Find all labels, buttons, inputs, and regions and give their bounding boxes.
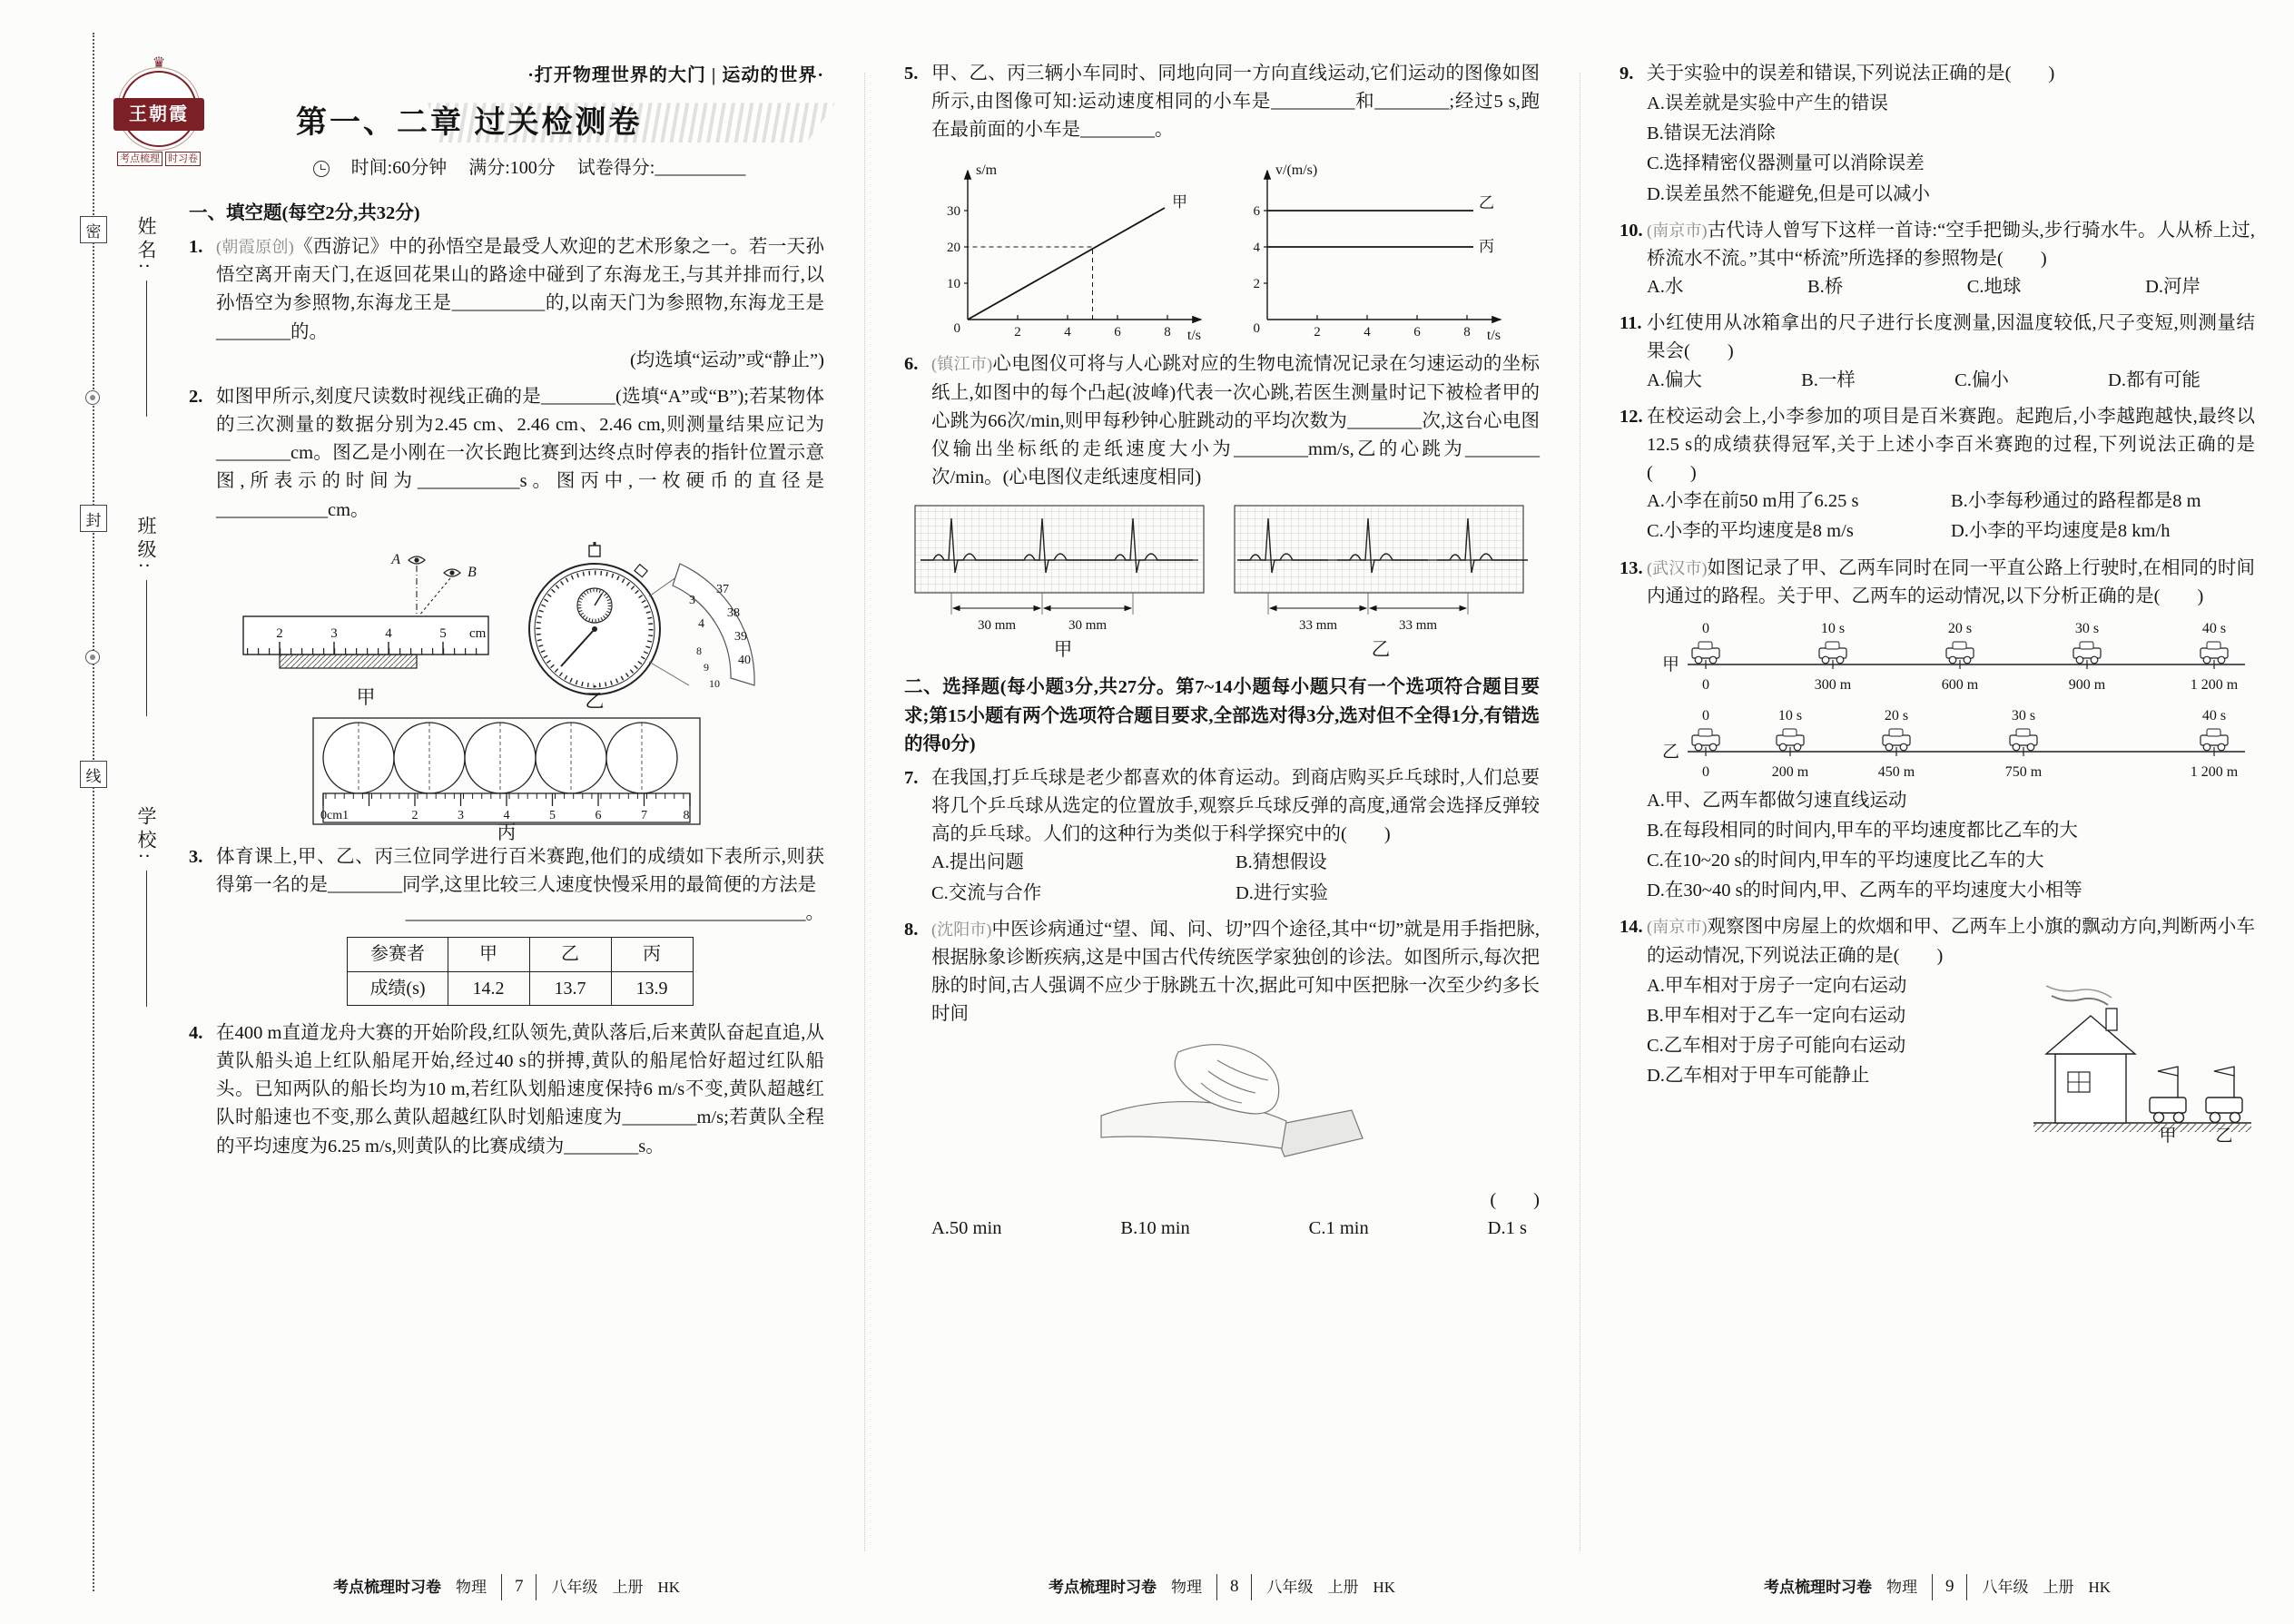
- option: A.水: [1647, 277, 1684, 298]
- distance-label: 300 m: [1814, 676, 1852, 693]
- question-number: 3.: [189, 846, 203, 867]
- second-tick: 38: [727, 605, 740, 620]
- question-number: 11.: [1620, 313, 1642, 334]
- question-number: 1.: [189, 237, 203, 258]
- cm-label: 4: [503, 808, 510, 822]
- sightline-B: [418, 578, 450, 616]
- clock-icon: [313, 161, 330, 177]
- house-and-cars-figure: [2030, 970, 2255, 1145]
- option: D.河岸: [2145, 277, 2200, 298]
- distance-label: 750 m: [2004, 763, 2043, 780]
- score-blank: 试卷得分:__________: [576, 158, 746, 179]
- figure-caption: 甲: [356, 685, 376, 708]
- house-roof: [2046, 1016, 2135, 1054]
- distance-label: 200 m: [1771, 763, 1809, 780]
- source-tag: (沈阳市): [931, 920, 992, 939]
- option: A.小李在前50 m用了6.25 s: [1647, 491, 1859, 512]
- question-text: 小红使用从冰箱拿出的尺子进行长度测量,因温度较低,尺子变短,则测量结果会( ): [1647, 313, 2255, 362]
- smoke: [2046, 986, 2112, 998]
- inner-tick: 8: [696, 644, 702, 657]
- x-tick: 4: [1064, 325, 1071, 340]
- table-cell: 13.7: [529, 971, 611, 1005]
- time-label: 40 s: [2201, 707, 2227, 723]
- option: B.小李每秒通过的路程都是8 m: [1951, 491, 2201, 512]
- footer-grade: 八年级: [1982, 1578, 2029, 1596]
- footer-volume: 上册: [1327, 1578, 1359, 1596]
- cm-tick: 4: [385, 625, 392, 641]
- question-number: 13.: [1620, 557, 1643, 578]
- interval-label: 33 mm: [1398, 618, 1438, 634]
- second-tick: 37: [716, 582, 729, 596]
- measured-object: [280, 655, 417, 668]
- option: C.小李的平均速度是8 m/s: [1647, 521, 1854, 542]
- second-tick: 39: [734, 629, 747, 644]
- x-tick: 6: [1413, 325, 1421, 340]
- footer-grade: 八年级: [551, 1578, 598, 1596]
- question-text: 在400 m直道龙舟大赛的开始阶段,红队领先,黄队落后,后来黄队奋起直追,从黄队船头追上红队船尾开始,经过40 s的拼搏,黄队的船尾恰好超过红队船头。已知两队的船长均为10 m,若红队划船速度保持6 m/s不变,黄队超越红队时船速也不变,那么黄队超越红队时划船速度为________m/s;若黄队全程的平均速度为6.25 m/s,则黄队的比赛成绩为________s。: [216, 1022, 824, 1156]
- cm-label: 2: [411, 808, 418, 822]
- cm-tick: 3: [330, 625, 338, 641]
- cm-label: 0cm1: [320, 808, 350, 822]
- x-tick: 2: [1014, 325, 1021, 340]
- option: D.在30~40 s的时间内,甲、乙两车的平均速度大小相等: [1647, 881, 2082, 901]
- option: A.偏大: [1647, 369, 1702, 390]
- cm-label: 7: [641, 808, 647, 822]
- ruler-reading-figure: [230, 549, 502, 711]
- option: C.选择精密仪器测量可以消除误差: [1647, 153, 1925, 174]
- question-text: 《西游记》中的孙悟空是最受人欢迎的艺术形象之一。若一天孙悟空离开南天门,在返回花果山的路途中碰到了东海龙王,与其并排而行,以孙悟空为参照物,东海龙王是__________的,以南天门为参照物,东海龙王是________的。: [216, 237, 824, 342]
- option: B.一样: [1801, 369, 1856, 390]
- question-number: 6.: [904, 354, 919, 375]
- option: B.10 min: [1120, 1218, 1190, 1239]
- interval-label: 30 mm: [977, 618, 1017, 634]
- question-4: [189, 1019, 824, 1161]
- motion-diagram-jia: [1651, 615, 2250, 698]
- question-number: 2.: [189, 386, 203, 407]
- y-tick: 30: [947, 204, 960, 220]
- figure-caption: 乙: [1371, 640, 1391, 661]
- source-tag: (南京市): [1647, 918, 1708, 937]
- question-7: [904, 764, 1540, 908]
- brand-sub-1: 考点梳理: [117, 152, 162, 166]
- option: B.猜想假设: [1236, 852, 1327, 873]
- question-number: 4.: [189, 1022, 203, 1043]
- table-header: 乙: [529, 938, 611, 971]
- question-number: 14.: [1620, 917, 1643, 938]
- coins-on-ruler-figure: [311, 716, 702, 842]
- interval-label: 30 mm: [1068, 618, 1108, 634]
- footer-subject: 物理: [1885, 1578, 1917, 1596]
- footer-volume: 上册: [612, 1578, 644, 1596]
- car-label: 甲: [2159, 1126, 2177, 1145]
- question-text: 心电图仪可将与人心跳对应的生物电流情况记录在匀速运动的坐标纸上,如图中的每个凸起(波峰)代表一次心跳,若医生测量时记下被检者甲的心跳为66次/min,则甲每秒钟心脏跳动的平均次数为________次,这台心电图仪输出坐标纸的走纸速度大小为________mm/s,乙的心跳为________次/min。(心电图仪走纸速度相同): [931, 354, 1540, 488]
- cm-label: 8: [683, 808, 690, 822]
- seal-stamp-mid: [80, 505, 107, 532]
- option: C.偏小: [1954, 369, 2009, 390]
- question-1: [189, 233, 824, 375]
- time-label: 0: [1702, 620, 1709, 636]
- minute-tick: 3: [689, 593, 695, 607]
- cm-unit: cm: [469, 625, 487, 641]
- coins: [323, 723, 677, 793]
- option: A.误差就是实验中产生的错误: [1647, 94, 1888, 114]
- class-label: 班级:: [135, 516, 157, 573]
- x-axis-label: t/s: [1186, 328, 1201, 344]
- origin-label: 0: [1253, 321, 1260, 337]
- question-number: 5.: [904, 64, 919, 84]
- brand-subtitle: [109, 152, 209, 166]
- table-cell: 14.2: [448, 971, 529, 1005]
- time-limit: 时间:60分钟: [350, 158, 448, 179]
- page-footer: [904, 1565, 1540, 1600]
- y-tick: 2: [1253, 277, 1260, 292]
- car-label: 乙: [2215, 1126, 2233, 1145]
- name-write-line: [146, 281, 147, 417]
- speed-time-graph: [1226, 156, 1517, 349]
- footer-subject: 物理: [1170, 1578, 1202, 1596]
- question-text: 在我国,打乒乓球是老少都喜欢的体育运动。到商店购买乒乓球时,人们总要将几个乒乓球从选定的位置放手,观察乒乓球反弹的高度,通常会选择反弹较高的乒乓球。人们的这种行为类似于科学探究中的( ): [931, 767, 1540, 845]
- inner-tick: 9: [704, 660, 709, 674]
- footer-grade: 八年级: [1266, 1578, 1314, 1596]
- time-label: 30 s: [2011, 707, 2036, 723]
- q2-coin-figure: [189, 716, 824, 842]
- x-tick: 4: [1364, 325, 1371, 340]
- question-text: 如图甲所示,刻度尺读数时视线正确的是________(选填“A”或“B”);若某物体的三次测量的数据分别为2.45 cm、2.46 cm、2.46 cm,则测量结果应记为________cm。图乙是小刚在一次长跑比赛到达终点时停表的指针位置示意图,所表示的时间为___________s。图丙中,一枚硬币的直径是____________cm。: [216, 386, 824, 520]
- source-tag: (南京市): [1647, 221, 1708, 240]
- page-number: 8: [1216, 1574, 1253, 1600]
- option: C.乙车相对于房子可能向右运动: [1647, 1036, 1906, 1057]
- x-tick: 6: [1114, 325, 1121, 340]
- brand-name: 王朝霞: [113, 98, 204, 131]
- option: D.1 s: [1487, 1218, 1527, 1239]
- exam-meta: [189, 154, 824, 182]
- q13-figure-yi: [1647, 702, 2255, 785]
- figure-caption: 丙: [497, 821, 517, 842]
- question-12: [1620, 403, 2255, 546]
- question-9: [1620, 60, 2255, 209]
- series-label: 甲: [1172, 193, 1187, 212]
- footer-series: 考点梳理时习卷: [1048, 1578, 1157, 1596]
- question-text: 关于实验中的误差和错误,下列说法正确的是( ): [1647, 64, 2055, 84]
- flag: [2214, 1067, 2234, 1076]
- distance-label: 600 m: [1941, 676, 1979, 693]
- seal-stamp-bot: [80, 761, 107, 788]
- page-number: 9: [1932, 1574, 1968, 1600]
- cm-label: 3: [458, 808, 464, 822]
- house-body: [2055, 1054, 2126, 1123]
- question-text: 如图记录了甲、乙两车同时在同一平直公路上行驶时,在相同的时间内通过的路程。关于甲、乙两车的运动情况,以下分析正确的是( ): [1647, 557, 2255, 606]
- footer-edition: HK: [657, 1578, 681, 1596]
- name-field: [133, 216, 160, 417]
- paper-title: 第一、二章 过关检测卷: [296, 106, 643, 141]
- time-label: 10 s: [1820, 620, 1846, 636]
- question-text: 体育课上,甲、乙、丙三位同学进行百米赛跑,他们的成绩如下表所示,则获得第一名的是________同学,这里比较三人速度快慢采用的最简便的方法是: [216, 846, 824, 895]
- option: D.误差虽然不能避免,但是可以减小: [1647, 183, 1931, 204]
- x-tick: 2: [1314, 325, 1321, 340]
- page-9: [1620, 60, 2255, 1600]
- distance-label: 0: [1702, 676, 1709, 693]
- motion-diagram-yi: [1651, 702, 2250, 785]
- option: B.甲车相对于乙车一定向右运动: [1647, 1005, 1906, 1026]
- eye-B-icon: [444, 569, 460, 576]
- time-label: 20 s: [1947, 620, 1973, 636]
- table-header: 丙: [611, 938, 693, 971]
- row-label: 甲: [1662, 655, 1680, 674]
- question-number: 8.: [904, 919, 919, 940]
- smoke: [2052, 996, 2108, 1005]
- question-text: 在校运动会上,小李参加的项目是百米赛跑。起跑后,小李越跑越快,最终以12.5 s的成绩获得冠军,关于上述小李百米赛跑的过程,下列说法正确的是( ): [1647, 406, 2255, 484]
- class-write-line: [146, 580, 147, 716]
- page-footer: [189, 1565, 824, 1600]
- sightline-A-label: A: [391, 551, 400, 567]
- brand-logo: [109, 56, 209, 166]
- x-tick: 8: [1164, 325, 1171, 340]
- flag: [2158, 1067, 2178, 1076]
- question-text: 甲、乙、丙三辆小车同时、同地向同一方向直线运动,它们运动的图像如图所示,由图像可知:运动速度相同的小车是_________和________;经过5 s,跑在最前面的小车是________。: [931, 64, 1540, 141]
- school-write-line: [146, 871, 147, 1007]
- y-tick: 4: [1253, 241, 1260, 256]
- ecg-strip-yi: [1235, 506, 1528, 633]
- eye-A-icon: [409, 556, 425, 564]
- answer-hint: (均选填“运动”或“静止”): [629, 349, 824, 370]
- ornament-dot: [85, 390, 100, 405]
- question-number: 10.: [1620, 220, 1643, 241]
- q8-pulse-figure: [931, 1032, 1540, 1185]
- choice-paren: ( ): [1490, 1190, 1540, 1211]
- school-label: 学校:: [135, 806, 157, 863]
- watch-crown: [589, 546, 600, 556]
- figure-caption: 乙: [585, 689, 605, 711]
- row-label: 乙: [1662, 742, 1680, 762]
- sightline-B-label: B: [468, 564, 477, 580]
- option: C.交流与合作: [931, 882, 1042, 903]
- option: C.1 min: [1308, 1218, 1369, 1239]
- section-1-heading: 一、填空题(每空2分,共32分): [189, 203, 420, 223]
- source-tag: (朝霞原创): [216, 238, 294, 257]
- paper-header: [120, 55, 824, 196]
- question-14: [1620, 913, 2255, 1144]
- cm-label: 5: [549, 808, 556, 822]
- ecg-strip-jia: [915, 506, 1204, 633]
- question-11: [1620, 310, 2255, 394]
- distance-label: 900 m: [2068, 676, 2106, 693]
- name-label: 姓名:: [135, 216, 157, 273]
- y-tick: 20: [947, 241, 960, 256]
- distance-label: 1 200 m: [2190, 763, 2239, 780]
- minute-tick: 4: [698, 616, 704, 631]
- distance-time-graph: [927, 156, 1217, 349]
- option: D.小李的平均速度是8 km/h: [1951, 521, 2171, 542]
- full-score: 满分:100分: [468, 158, 556, 179]
- q13-figure-jia: [1647, 615, 2255, 698]
- distance-label: 0: [1702, 763, 1709, 780]
- q5-graphs: [904, 156, 1540, 349]
- stopwatch-figure: [511, 536, 783, 711]
- table-cell: 13.9: [611, 971, 693, 1005]
- option: C.在10~20 s的时间内,甲车的平均速度比乙车的大: [1647, 851, 2044, 871]
- time-label: 40 s: [2201, 620, 2227, 636]
- ecg-captions: [904, 636, 1540, 664]
- ecg-strips-figure: [913, 504, 1531, 636]
- q2-figures: [189, 536, 824, 711]
- page-footer: [1620, 1565, 2255, 1600]
- title-bar: [296, 100, 824, 147]
- question-text: 观察图中房屋上的炊烟和甲、乙两车上小旗的飘动方向,判断两小车的运动情况,下列说法正确的是( ): [1647, 917, 2255, 966]
- question-text: 古代诗人曾写下这样一首诗:“空手把锄头,步行骑水牛。人从桥上过,桥流水不流。”其中“桥流”所选择的参照物是( ): [1647, 220, 2255, 269]
- footer-edition: HK: [2088, 1578, 2112, 1596]
- school-field: [133, 806, 160, 1007]
- question-number: 12.: [1620, 406, 1643, 427]
- watch-button: [635, 564, 647, 576]
- section-2-heading: 二、选择题(每小题3分,共27分。第7~14小题每小题只有一个选项符合题目要求;第15小题有两个选项符合题目要求,全部选对得3分,选对但不全得1分,有错选的得0分): [904, 677, 1540, 754]
- origin-label: 0: [953, 321, 960, 337]
- time-label: 0: [1702, 707, 1709, 723]
- table-header: 参赛者: [348, 938, 448, 971]
- distance-label: 450 m: [1877, 763, 1915, 780]
- seal-char: 密: [85, 222, 102, 241]
- car-yi: [2206, 1067, 2242, 1123]
- cm-tick: 2: [276, 625, 283, 641]
- inner-tick: 10: [709, 676, 720, 690]
- crown-icon: ♛: [152, 55, 166, 71]
- option: B.在每段相同的时间内,甲车的平均速度都比乙车的大: [1647, 820, 2078, 841]
- cm-label: 6: [595, 808, 602, 822]
- y-tick: 6: [1253, 204, 1260, 220]
- question-10: [1620, 217, 2255, 301]
- seal-char: 封: [85, 511, 102, 529]
- option: D.进行实验: [1236, 882, 1328, 903]
- option: D.乙车相对于甲车可能静止: [1647, 1066, 1870, 1087]
- logo-circle: [121, 71, 197, 147]
- question-number: 9.: [1620, 64, 1634, 84]
- series-jia-line: [968, 208, 1165, 320]
- option: B.错误无法消除: [1647, 123, 1776, 144]
- option: A.提出问题: [931, 852, 1024, 873]
- footer-series: 考点梳理时习卷: [332, 1578, 441, 1596]
- series-label: 乙: [1479, 194, 1494, 212]
- footer-subject: 物理: [455, 1578, 487, 1596]
- seal-stamp-top: [80, 216, 107, 243]
- question-6: [904, 350, 1540, 492]
- footer-volume: 上册: [2043, 1578, 2074, 1596]
- pulse-taking-figure: [1090, 1032, 1381, 1185]
- page-number: 7: [501, 1574, 537, 1600]
- question-text: 中医诊病通过“望、闻、问、切”四个途径,其中“切”就是用手指把脉,根据脉象诊断疾病,这是中国古代传统医学家独创的诊法。如图所示,每次把脉的时间,古人强调不应少于脉跳五十次,据此可知中医把脉一次至少约多长时间: [931, 919, 1540, 1025]
- y-tick: 10: [947, 277, 960, 292]
- time-label: 20 s: [1884, 707, 1909, 723]
- page-8: [904, 60, 1540, 1600]
- race-results-table: [347, 937, 693, 1006]
- class-field: [133, 516, 160, 716]
- question-5: [904, 60, 1540, 144]
- chimney: [2106, 1009, 2117, 1030]
- answer-blank-line: ___________________________________________。: [405, 903, 824, 924]
- source-tag: (武汉市): [1647, 558, 1708, 577]
- option: A.50 min: [931, 1218, 1002, 1239]
- question-number: 7.: [904, 767, 919, 788]
- time-label: 30 s: [2074, 620, 2100, 636]
- second-tick: 40: [738, 653, 751, 667]
- x-tick: 8: [1463, 325, 1471, 340]
- option: C.地球: [1966, 277, 2022, 298]
- q6-ecg-figure: [904, 504, 1540, 636]
- table-header: 甲: [448, 938, 529, 971]
- interval-label: 33 mm: [1298, 618, 1338, 634]
- series-label: 丙: [1479, 238, 1494, 256]
- question-13: [1620, 555, 2255, 906]
- time-label: 10 s: [1777, 707, 1803, 723]
- car-jia: [2150, 1067, 2186, 1123]
- cm-tick: 5: [439, 625, 447, 641]
- option: A.甲车相对于房子一定向右运动: [1647, 975, 1907, 996]
- source-tag: (镇江市): [931, 355, 993, 374]
- y-axis-label: v/(m/s): [1275, 162, 1318, 179]
- footer-edition: HK: [1373, 1578, 1396, 1596]
- ornament-dot: [85, 650, 100, 664]
- footer-series: 考点梳理时习卷: [1763, 1578, 1872, 1596]
- table-cell: 成绩(s): [348, 971, 448, 1005]
- brand-sub-2: 时习卷: [165, 152, 201, 166]
- seal-char: 线: [85, 767, 102, 785]
- question-2: [189, 383, 824, 525]
- series-strapline: ·打开物理世界的大门 | 运动的世界·: [527, 65, 824, 85]
- distance-label: 1 200 m: [2190, 676, 2239, 693]
- y-axis-label: s/m: [976, 162, 998, 179]
- option: A.甲、乙两车都做匀速直线运动: [1647, 790, 1907, 811]
- option: B.桥: [1807, 277, 1844, 298]
- binding-dotted-line: [93, 33, 94, 1591]
- wrist-pillow: [1272, 1110, 1363, 1156]
- question-8: [904, 916, 1540, 1244]
- question-3: [189, 843, 824, 1011]
- option: D.都有可能: [2108, 369, 2200, 390]
- x-axis-label: t/s: [1486, 328, 1501, 344]
- figure-caption: 甲: [1053, 640, 1073, 661]
